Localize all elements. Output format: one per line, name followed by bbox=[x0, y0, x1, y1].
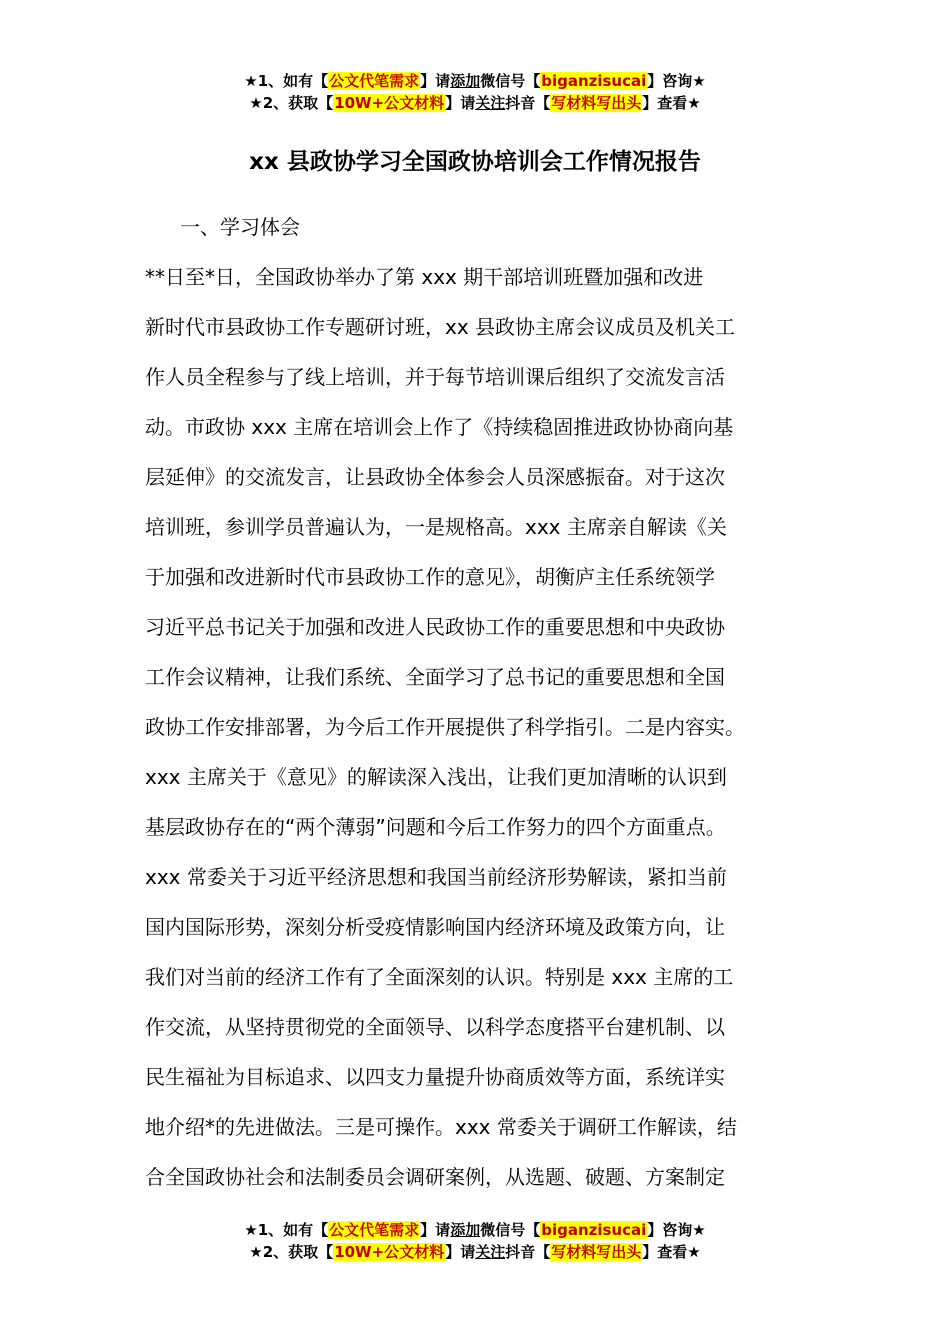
body-paragraph bbox=[145, 260, 815, 1210]
paragraph-line: 作人员全程参与了线上培训，并于每节培训课后组织了交流发言活 bbox=[145, 365, 725, 389]
paragraph-line: 基层政协存在的“两个薄弱”问题和今后工作努力的四个方面重点。 bbox=[145, 815, 726, 839]
promo-highlight: 公文代笔需求 bbox=[329, 1221, 420, 1239]
paragraph-line: 新时代市县政协工作专题研讨班，xx 县政协主席会议成员及机关工 bbox=[145, 315, 736, 339]
paragraph-line: **日至*日，全国政协举办了第 xxx 期干部培训班暨加强和改进 bbox=[145, 265, 704, 289]
paragraph-line: 政协工作安排部署，为今后工作开展提供了科学指引。二是内容实。 bbox=[145, 715, 745, 739]
paragraph-line: xxx 常委关于习近平经济思想和我国当前经济形势解读，紧扣当前 bbox=[145, 865, 727, 889]
paragraph-line: 培训班，参训学员普遍认为，一是规格高。xxx 主席亲自解读《关 bbox=[145, 515, 727, 539]
promo-highlight: 10W+公文材料 bbox=[334, 1243, 445, 1261]
paragraph-line: 合全国政协社会和法制委员会调研案例，从选题、破题、方案制定 bbox=[145, 1165, 725, 1189]
promo-highlight: biganzisucai bbox=[541, 1221, 647, 1239]
header-promo-line-1: ★1、如有【公文代笔需求】请添加微信号【biganzisucai】咨询★ bbox=[244, 72, 706, 90]
section-heading: 一、学习体会 bbox=[180, 215, 300, 239]
paragraph-line: 动。市政协 xxx 主席在培训会上作了《持续稳固推进政协协商向基 bbox=[145, 415, 734, 439]
promo-highlight: 写材料写出头 bbox=[551, 1243, 642, 1261]
paragraph-line: 国内国际形势，深刻分析受疫情影响国内经济环境及政策方向，让 bbox=[145, 915, 725, 939]
footer-promo-line-1: ★1、如有【公文代笔需求】请添加微信号【biganzisucai】咨询★ bbox=[244, 1221, 706, 1239]
paragraph-line: 层延伸》的交流发言，让县政协全体参会人员深感振奋。对于这次 bbox=[145, 465, 725, 489]
header-promo-line-2: ★2、获取【10W+公文材料】请关注抖音【写材料写出头】查看★ bbox=[249, 94, 701, 112]
promo-highlight: biganzisucai bbox=[541, 72, 647, 90]
footer-promo-line-2: ★2、获取【10W+公文材料】请关注抖音【写材料写出头】查看★ bbox=[249, 1243, 701, 1261]
paragraph-line: xxx 主席关于《意见》的解读深入浅出，让我们更加清晰的认识到 bbox=[145, 765, 727, 789]
paragraph-line: 习近平总书记关于加强和改进人民政协工作的重要思想和中央政协 bbox=[145, 615, 725, 639]
paragraph-line: 我们对当前的经济工作有了全面深刻的认识。特别是 xxx 主席的工 bbox=[145, 965, 734, 989]
paragraph-line: 工作会议精神，让我们系统、全面学习了总书记的重要思想和全国 bbox=[145, 665, 725, 689]
document-title: xx 县政协学习全国政协培训会工作情况报告 bbox=[249, 149, 701, 175]
promo-highlight: 10W+公文材料 bbox=[334, 94, 445, 112]
header-promo bbox=[0, 70, 950, 114]
promo-highlight: 公文代笔需求 bbox=[329, 72, 420, 90]
paragraph-line: 于加强和改进新时代市县政协工作的意见》，胡衡庐主任系统领学 bbox=[145, 565, 715, 589]
promo-highlight: 写材料写出头 bbox=[551, 94, 642, 112]
paragraph-line: 作交流，从坚持贯彻党的全面领导、以科学态度搭平台建机制、以 bbox=[145, 1015, 725, 1039]
paragraph-line: 民生福祉为目标追求、以四支力量提升协商质效等方面，系统详实 bbox=[145, 1065, 725, 1089]
footer-promo bbox=[0, 1219, 950, 1263]
paragraph-line: 地介绍*的先进做法。三是可操作。xxx 常委关于调研工作解读，结 bbox=[145, 1115, 737, 1139]
